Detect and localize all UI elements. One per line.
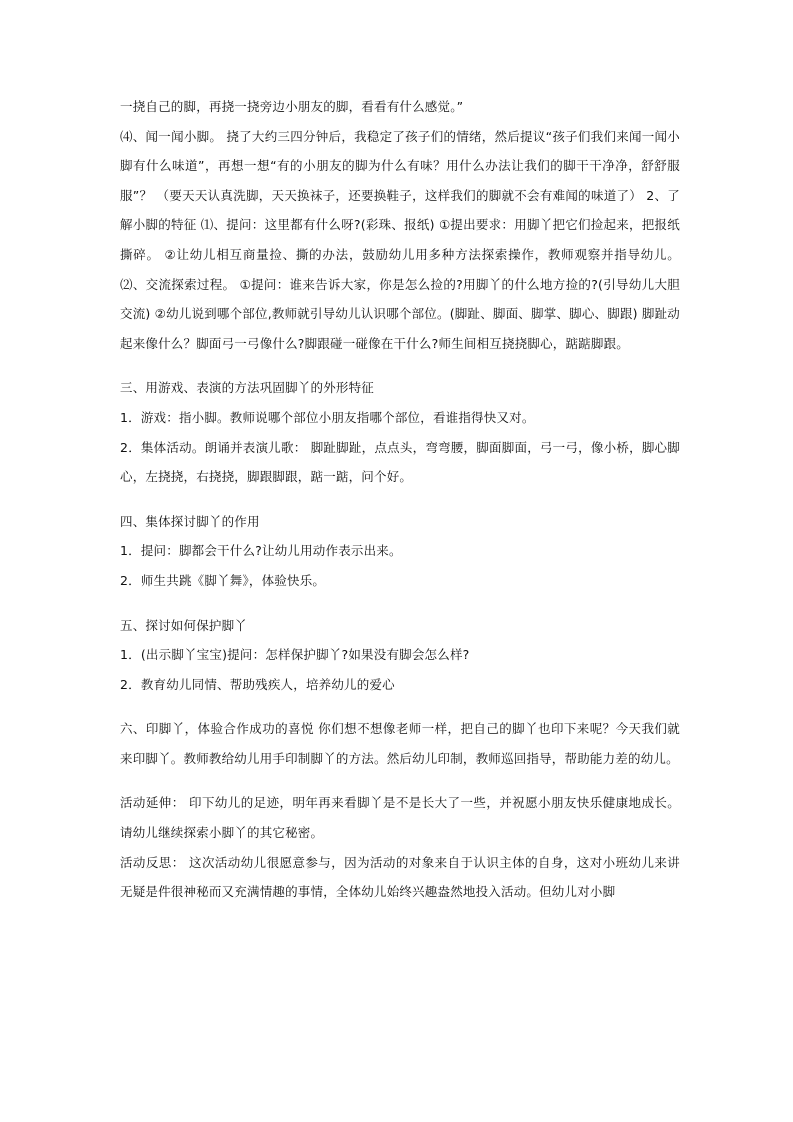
- section-gap: [120, 596, 680, 611]
- section-3-item-2: 2．集体活动。朗诵并表演儿歌： 脚趾脚趾，点点头，弯弯腰，脚面脚面，弓一弓，像小桥，脚心脚心，左挠挠，右挠挠，脚跟脚跟，踮一踮，问个好。: [120, 439, 680, 485]
- section-5-item-2: 2．教育幼儿同情、帮助残疾人，培养幼儿的爱心: [120, 676, 395, 692]
- section-5-title: 五、探讨如何保护脚丫: [120, 617, 248, 633]
- extension-paragraph: 活动延伸： 印下幼儿的足迹，明年再来看脚丫是不是长大了一些，并祝愿小朋友快乐健康地成长。请幼儿继续探索小脚丫的其它秘密。: [120, 795, 680, 841]
- reflection-paragraph: 活动反思： 这次活动幼儿很愿意参与，因为活动的对象来自于认识主体的自身，这对小班幼儿来讲无疑是件很神秘而又充满情趣的事情，全体幼儿始终兴趣盎然地投入活动。但幼儿对小脚: [120, 854, 680, 900]
- document-page: [120, 92, 680, 907]
- section-4-item-2: 2．师生共跳《脚丫舞》，体验快乐。: [120, 572, 326, 588]
- section-6-paragraph: 六、印脚丫，体验合作成功的喜悦 你们想不想像老师一样，把自己的脚丫也印下来呢？今天我们就来印脚丫。教师教给幼儿用手印制脚丫的方法。然后幼儿印制，教师巡回指导，帮助能力差的幼儿。: [120, 721, 680, 766]
- paragraph-smell-and-features: ⑷、闻一闻小脚。 挠了大约三四分钟后，我稳定了孩子们的情绪，然后提议“孩子们我们来闻一闻小脚有什么味道”，再想一想“有的小朋友的脚为什么有味？用什么办法让我们的脚干干净净，舒舒服服”？ （要天天认真洗脚，天天换袜子，还要换鞋子，这样我们的脚就不会有难闻的味道了） 2、了解小脚的特征 ⑴、提问：这里都有什么呀?(彩珠、报纸) ①提出要求：用脚丫把它们捡起来，把报纸撕碎。 ②让幼儿相互商量捡、撕的办法，鼓励幼儿用多种方法探索操作，教师观察并指导幼儿。 ⑵、交流探索过程。 ①提问：谁来告诉大家，你是怎么捡的?用脚丫的什么地方捡的?(引导幼儿大胆交流) ②幼儿说到哪个部位,教师就引导幼儿认识哪个部位。(脚趾、脚面、脚掌、脚心、脚跟) 脚趾动起来像什么？脚面弓一弓像什么?脚跟碰一碰像在干什么?师生间相互挠挠脚心，踮踮脚跟。: [120, 128, 680, 351]
- section-3-item-1: 1．游戏：指小脚。教师说哪个部位小朋友指哪个部位，看谁指得快又对。: [120, 409, 535, 425]
- section-4-item-1: 1．提问：脚都会干什么?让幼儿用动作表示出来。: [120, 543, 402, 559]
- section-gap: [120, 773, 680, 788]
- section-gap: [120, 492, 680, 507]
- section-gap: [120, 358, 680, 373]
- section-4-title: 四、集体探讨脚丫的作用: [120, 513, 260, 529]
- section-3-title: 三、用游戏、表演的方法巩固脚丫的外形特征: [120, 380, 375, 396]
- section-5-item-1: 1．(出示脚丫宝宝)提问：怎样保护脚丫?如果没有脚会怎么样?: [120, 647, 470, 663]
- paragraph-intro-ending: 一挠自己的脚，再挠一挠旁边小朋友的脚，看看有什么感觉。”: [120, 99, 464, 114]
- section-gap: [120, 699, 680, 714]
